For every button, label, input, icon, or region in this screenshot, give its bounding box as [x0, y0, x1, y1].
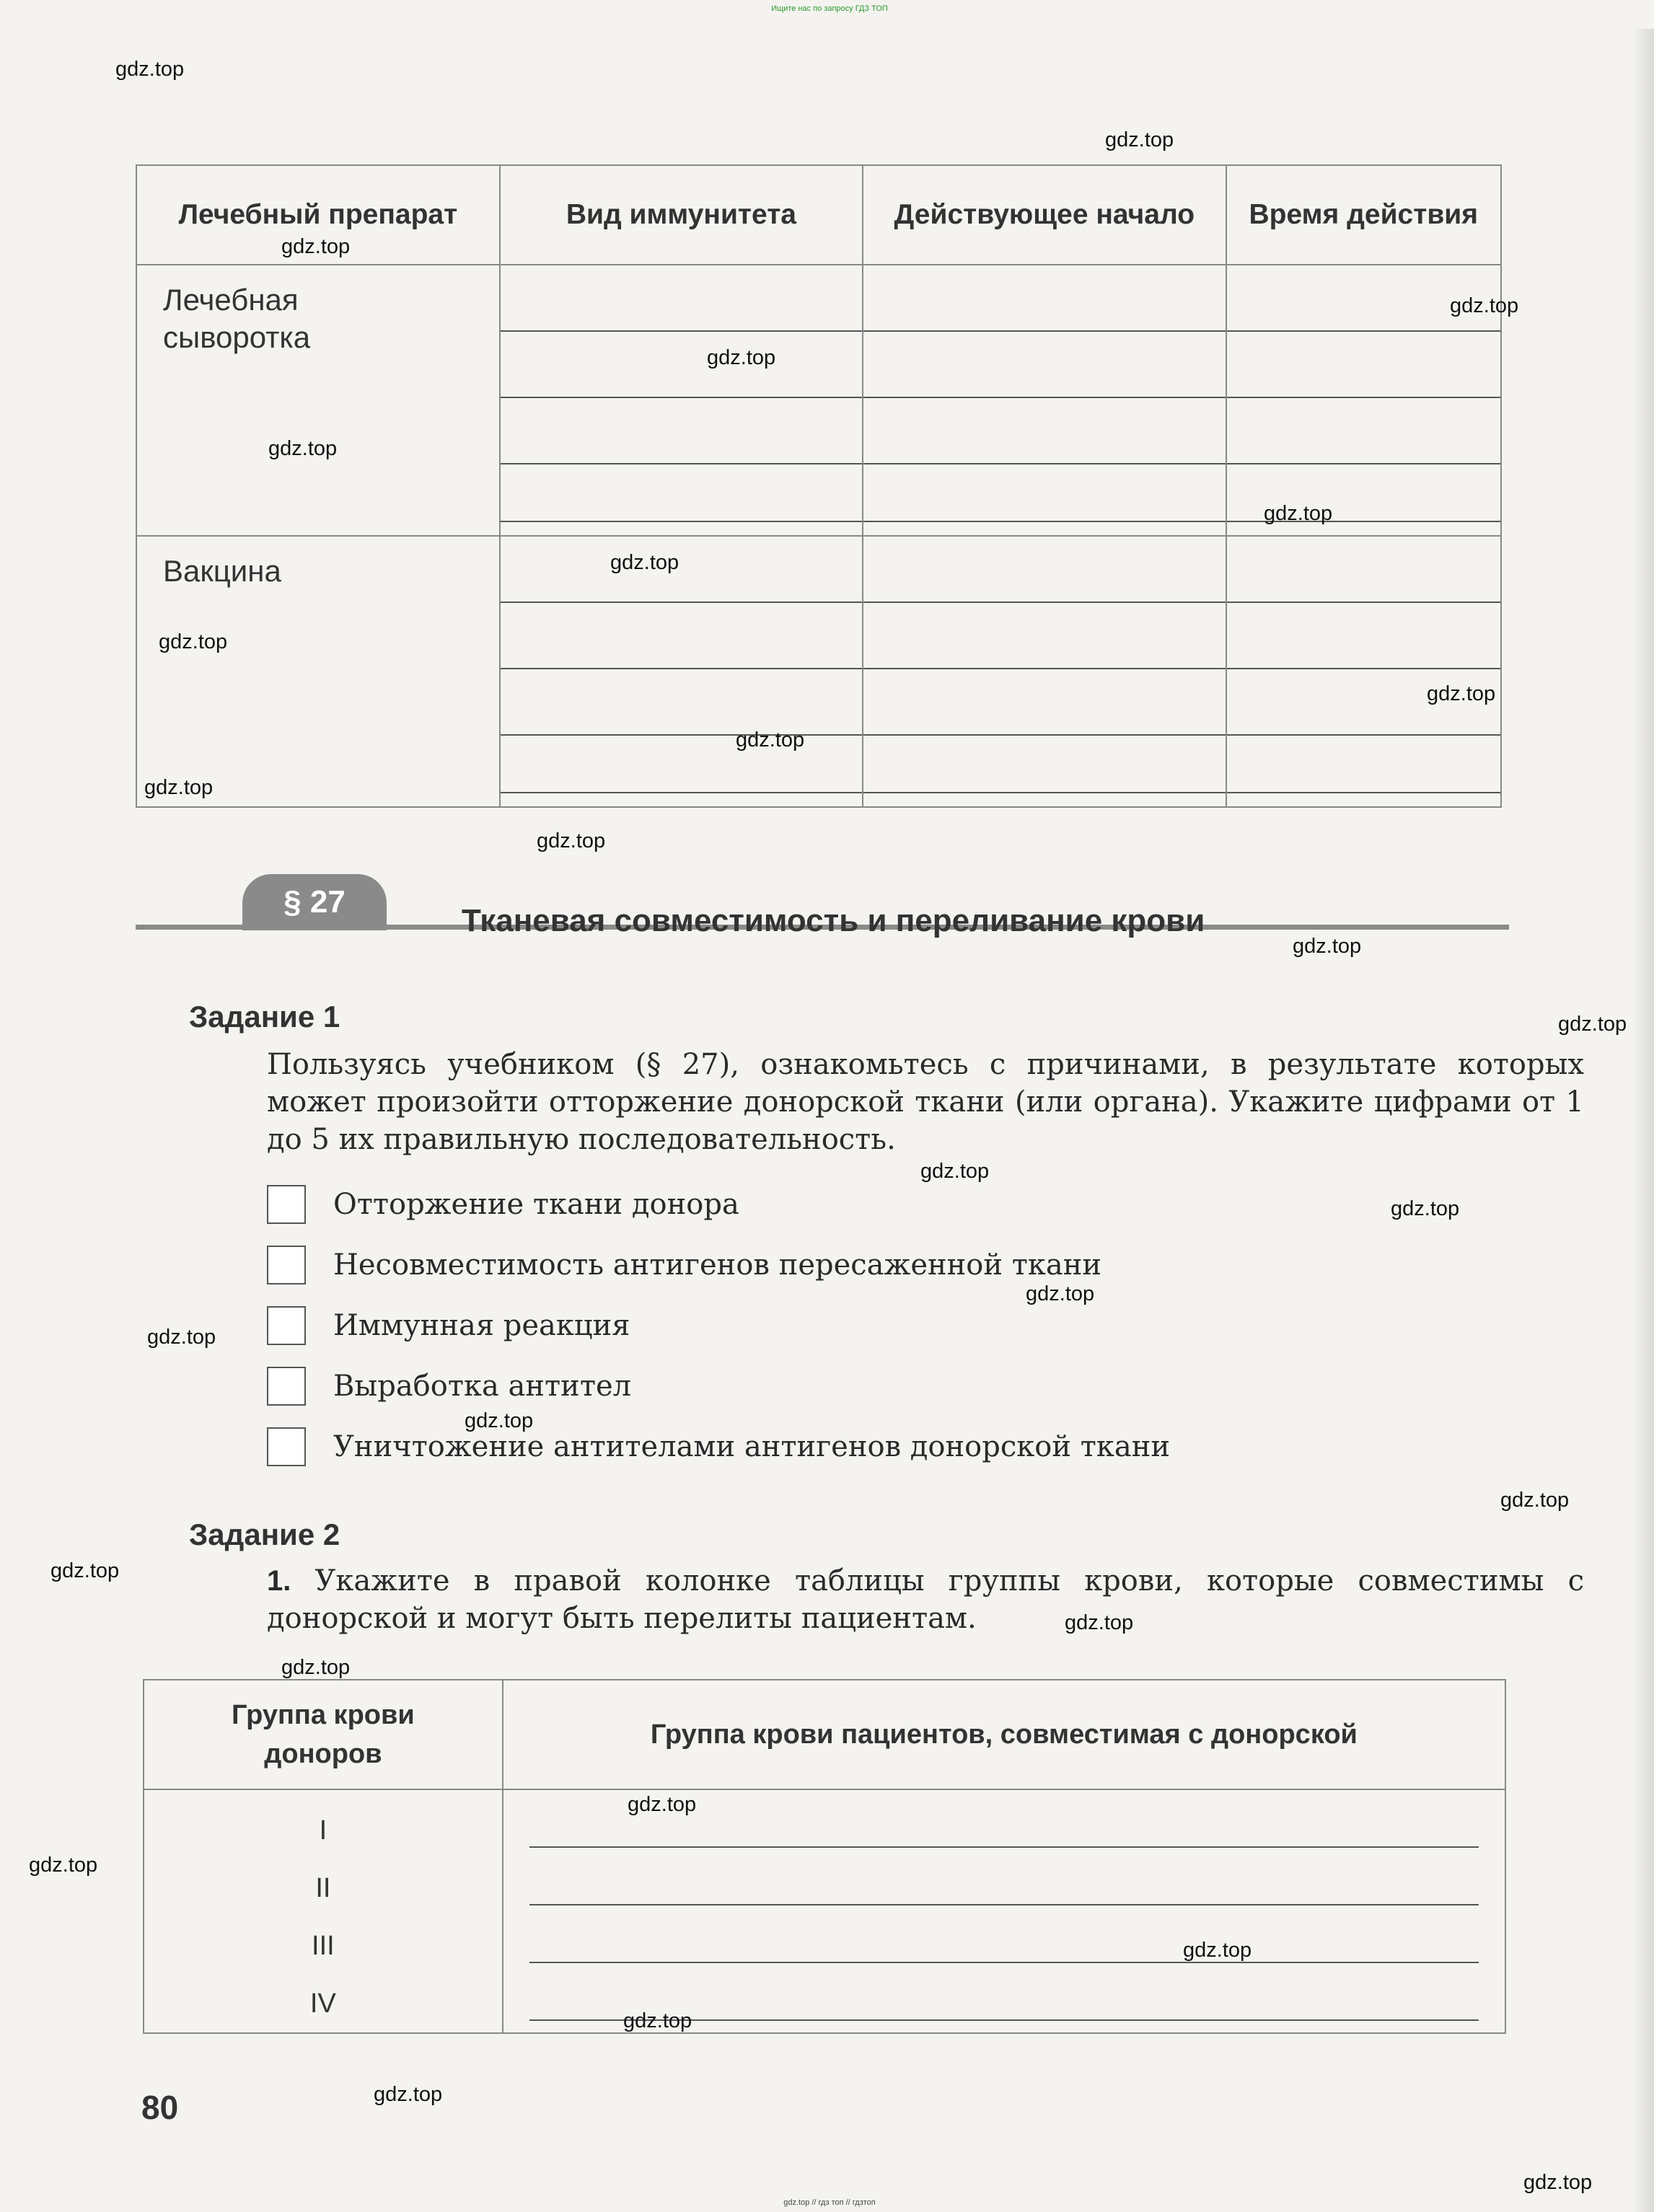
watermark: gdz.top	[115, 58, 185, 81]
watermark: gdz.top	[1026, 1282, 1095, 1305]
answer-lines[interactable]	[500, 265, 863, 536]
table-row	[144, 1789, 1505, 2033]
section-title: Тканевая совместимость и переливание крови	[462, 903, 1205, 938]
watermark: gdz.top	[1264, 502, 1333, 525]
header-cell: Лечебный препарат	[136, 165, 500, 265]
answer-box[interactable]	[267, 1246, 306, 1285]
donor-groups	[144, 1789, 503, 2033]
option-row	[267, 1245, 1101, 1285]
blood-group-table	[143, 1679, 1506, 2034]
answer-lines[interactable]	[863, 536, 1226, 807]
watermark: gdz.top	[736, 728, 805, 752]
task2-instructions: Укажите в правой колонке таблицы группы крови, которые совместимы с донорской и могут быть перелиты пациентам.	[267, 1564, 1584, 1635]
page-edge	[1632, 29, 1654, 2212]
option-label: Выработка антител	[333, 1370, 632, 1403]
task2-heading: Задание 2	[189, 1517, 340, 1551]
watermark: gdz.top	[159, 630, 228, 653]
blood-table-header	[144, 1680, 1505, 1789]
immunity-table	[136, 164, 1502, 808]
watermark: gdz.top	[50, 1559, 120, 1582]
answer-box[interactable]	[267, 1367, 306, 1406]
watermark: gdz.top	[1523, 2171, 1593, 2194]
watermark: gdz.top	[1500, 1489, 1570, 1512]
watermark: gdz.top	[281, 1656, 351, 1679]
answer-lines[interactable]	[500, 536, 863, 807]
blood-group: II	[315, 1873, 331, 1903]
watermark: gdz.top	[1427, 682, 1496, 705]
option-row	[267, 1305, 630, 1346]
header-cell: Вид иммунитета	[500, 165, 863, 265]
blood-group: III	[312, 1931, 335, 1961]
watermark: gdz.top	[1105, 128, 1174, 151]
watermark: gdz.top	[281, 235, 351, 258]
watermark: gdz.top	[1183, 1939, 1252, 1962]
option-label: Несовместимость антигенов пересаженной ткани	[333, 1248, 1102, 1282]
watermark: gdz.top	[1293, 935, 1362, 958]
watermark: gdz.top	[537, 829, 606, 852]
table-row	[136, 265, 1501, 536]
top-banner: Ищите нас по запросу ГДЗ ТОП	[771, 4, 888, 13]
header-cell: Время действия	[1226, 165, 1501, 265]
section-number-badge: § 27	[242, 874, 387, 930]
watermark: gdz.top	[144, 776, 214, 799]
watermark: gdz.top	[1391, 1197, 1460, 1220]
row-label: Лечебная сыворотка	[136, 265, 500, 536]
watermark: gdz.top	[623, 2009, 692, 2032]
header-cell: Группа крови доноров	[144, 1680, 503, 1789]
watermark: gdz.top	[707, 346, 776, 369]
watermark: gdz.top	[1065, 1611, 1134, 1634]
watermark: gdz.top	[1558, 1013, 1627, 1036]
answer-box[interactable]	[267, 1427, 306, 1466]
option-row	[267, 1366, 631, 1406]
page-number: 80	[141, 2089, 179, 2126]
task1-heading: Задание 1	[189, 1000, 340, 1034]
option-row	[267, 1427, 1170, 1467]
blood-group: I	[319, 1815, 327, 1846]
header-cell: Действующее начало	[863, 165, 1226, 265]
option-label: Иммунная реакция	[333, 1309, 630, 1342]
option-row	[267, 1184, 739, 1225]
task2-item-number: 1.	[267, 1565, 291, 1597]
option-label: Отторжение ткани донора	[333, 1188, 739, 1221]
option-label: Уничтожение антителами антигенов донорской ткани	[333, 1430, 1171, 1463]
watermark: gdz.top	[374, 2083, 443, 2106]
answer-lines[interactable]	[863, 265, 1226, 536]
blood-group: IV	[309, 1988, 336, 2019]
watermark: gdz.top	[29, 1854, 98, 1877]
task2-text	[267, 1562, 1584, 1637]
watermark: gdz.top	[610, 551, 679, 574]
answer-lines[interactable]	[503, 1789, 1505, 2033]
header-cell: Группа крови пациентов, совместимая с донорской	[503, 1680, 1505, 1789]
answer-lines[interactable]	[1226, 536, 1501, 807]
watermark: gdz.top	[920, 1160, 990, 1183]
table-row	[136, 536, 1501, 807]
bottom-banner: gdz.top // гдз топ // гдзтоп	[783, 2198, 876, 2207]
row-label: Вакцина	[136, 536, 500, 807]
answer-box[interactable]	[267, 1306, 306, 1345]
watermark: gdz.top	[628, 1793, 697, 1816]
watermark: gdz.top	[465, 1409, 534, 1432]
answer-box[interactable]	[267, 1185, 306, 1224]
watermark: gdz.top	[1450, 294, 1519, 317]
task1-text: Пользуясь учебником (§ 27), ознакомьтесь с причинами, в результате которых может произойти отторжение донорской ткани (или органа). Укажите цифрами от 1 до 5 их правильную последовательность.	[267, 1048, 1584, 1156]
watermark: gdz.top	[268, 437, 338, 460]
watermark: gdz.top	[147, 1326, 216, 1349]
